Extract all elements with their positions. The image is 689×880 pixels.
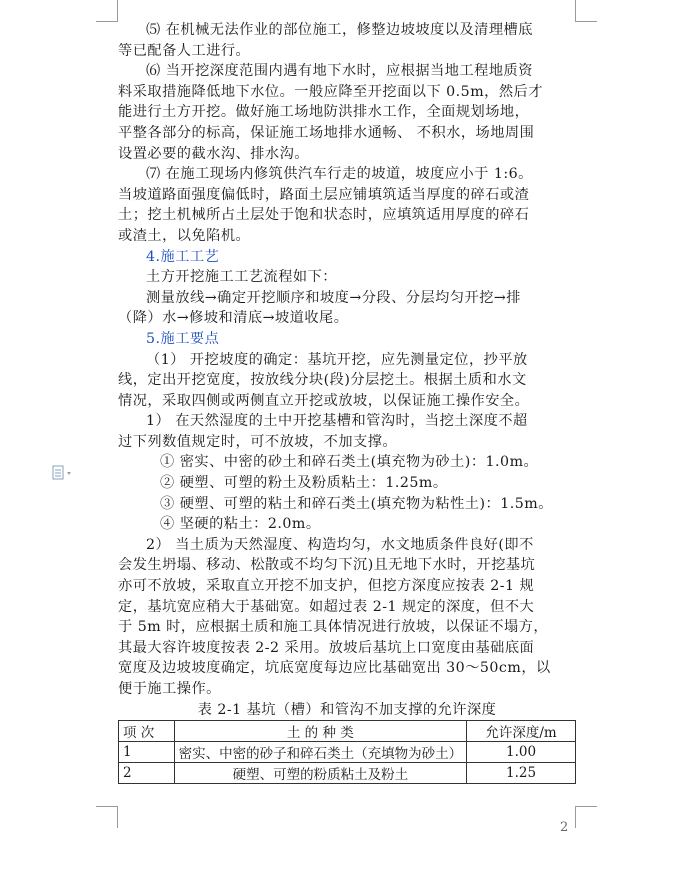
text-line: 等已配备人工进行。 bbox=[118, 42, 251, 59]
table-cell: 1.25 bbox=[467, 762, 576, 783]
text-line: 于 5m 时，应根据土质和施工具体情况进行放坡，以保证不塌方， bbox=[118, 619, 549, 636]
list-item: ③ 硬塑、可塑的粘土和碎石类土(填充物为粘性土)：1.5m。 bbox=[160, 495, 553, 512]
column-header: 土 的 种 类 bbox=[174, 720, 467, 741]
column-header: 项 次 bbox=[119, 720, 175, 741]
column-header: 允许深度/m bbox=[467, 720, 576, 741]
crop-mark-bl-v bbox=[117, 806, 118, 828]
text-line: （降）水→修坡和清底→坡道收尾。 bbox=[118, 310, 349, 327]
table-row bbox=[119, 762, 576, 783]
text-line: 宽度及边坡坡度确定，坑底宽度每边应比基础宽出 30～50cm，以 bbox=[118, 660, 551, 677]
text-line: 土；挖土机械所占土层处于饱和状态时，应填筑适用厚度的碎石 bbox=[118, 207, 530, 224]
table-cell: 1 bbox=[119, 741, 175, 762]
table-cell: 1.00 bbox=[467, 741, 576, 762]
section-heading-process[interactable]: 4.施工工艺 bbox=[146, 248, 220, 265]
paragraph-6 bbox=[118, 61, 576, 164]
section-heading-key-points[interactable]: 5.施工要点 bbox=[146, 330, 220, 347]
table-row bbox=[119, 741, 576, 762]
crop-mark-tr-h bbox=[575, 21, 597, 22]
text-line: 情况，采取四侧或两侧直立开挖或放坡，以保证施工操作安全。 bbox=[118, 392, 530, 409]
text-line: 过下列数值规定时，可不放坡，不加支撑。 bbox=[118, 433, 398, 450]
text-line: 能进行土方开挖。做好施工场地防洪排水工作，全面规划场地， bbox=[118, 104, 530, 121]
text-line: 定，基坑宽应稍大于基础宽。如超过表 2-1 规定的深度，但不大 bbox=[118, 598, 535, 615]
text-line: 当坡道路面强度偏低时，路面土层应铺填筑适当厚度的碎石或渣 bbox=[118, 186, 530, 203]
text-line: 测量放线→确定开挖顺序和坡度→分段、分层均匀开挖→排 bbox=[146, 289, 521, 306]
text-line: 便于施工操作。 bbox=[118, 681, 221, 697]
list-item: ① 密实、中密的砂土和碎石类土(填充物为砂土)：1.0m。 bbox=[160, 454, 539, 471]
crop-mark-tl-h bbox=[96, 21, 118, 22]
text-line: 或渣土，以免陷机。 bbox=[118, 227, 251, 244]
text-line: 线，定出开挖宽度，按放线分块(段)分层挖土。根据土质和水文 bbox=[118, 372, 527, 389]
text-line: ⑸ 在机械无法作业的部位施工，修整边坡坡度以及清理槽底 bbox=[146, 22, 533, 38]
crop-mark-bl-h bbox=[96, 806, 118, 807]
depth-list bbox=[118, 452, 576, 534]
paragraph-7 bbox=[118, 164, 576, 246]
document-page bbox=[118, 20, 576, 784]
paragraph-no-slope bbox=[118, 535, 576, 700]
table-header-row bbox=[119, 720, 576, 741]
crop-mark-br-h bbox=[575, 806, 597, 807]
process-flow bbox=[118, 288, 576, 329]
table-cell: 硬塑、可塑的粉质粘土及粉土 bbox=[174, 762, 467, 783]
text-line: ⑺ 在施工现场内修筑供汽车行走的坡道，坡度应小于 1:6。 bbox=[146, 166, 533, 183]
text-line: 土方开挖施工工艺流程如下： bbox=[146, 269, 337, 286]
text-line: 其最大容许坡度按表 2-2 采用。放坡后基坑上口宽度由基础底面 bbox=[118, 639, 535, 656]
list-item: ② 硬塑、可塑的粉土及粉质粘土：1.25m。 bbox=[160, 475, 448, 492]
text-line: 料采取措施降低地下水位。一般应降至开挖面以下 0.5m，然后才 bbox=[118, 83, 543, 100]
text-line: （1） 开挖坡度的确定：基坑开挖，应先测量定位，抄平放 bbox=[146, 351, 528, 368]
allowable-depth-table bbox=[118, 720, 576, 784]
paragraph-slope bbox=[118, 350, 576, 412]
paragraph-5 bbox=[118, 20, 576, 61]
text-line: 设置必要的截水沟、排水沟。 bbox=[118, 145, 309, 162]
page-number: 2 bbox=[560, 820, 569, 835]
text-line: 2） 当土质为天然湿度、构造均匀，水文地质条件良好(即不 bbox=[146, 536, 534, 553]
paragraph-natural-humidity bbox=[118, 411, 576, 452]
paragraph-layout-icon[interactable] bbox=[52, 465, 78, 481]
crop-mark-br-v bbox=[575, 806, 576, 828]
list-item: ④ 坚硬的粘土：2.0m。 bbox=[160, 516, 321, 533]
text-line: 会发生坍塌、移动、松散或不均匀下沉)且无地下水时，开挖基坑 bbox=[118, 557, 536, 574]
crop-mark-tl-v bbox=[117, 0, 118, 22]
text-line: 亦可不放坡，采取直立开挖不加支护，但挖方深度应按表 2-1 规 bbox=[118, 578, 535, 595]
table-cell: 2 bbox=[119, 762, 175, 783]
table-cell: 密实、中密的砂子和碎石类土（充填物为砂土） bbox=[174, 741, 467, 762]
text-line: 1） 在天然湿度的土中开挖基槽和管沟时，当挖土深度不超 bbox=[146, 413, 528, 430]
crop-mark-tr-v bbox=[575, 0, 576, 22]
text-line: 平整各部分的标高，保证施工场地排水通畅、 不积水，场地周围 bbox=[118, 124, 535, 141]
text-line: ⑹ 当开挖深度范围内遇有地下水时，应根据当地工程地质资 bbox=[146, 63, 533, 80]
table-caption: 表 2-1 基坑（槽）和管沟不加支撑的允许深度 bbox=[197, 701, 497, 718]
